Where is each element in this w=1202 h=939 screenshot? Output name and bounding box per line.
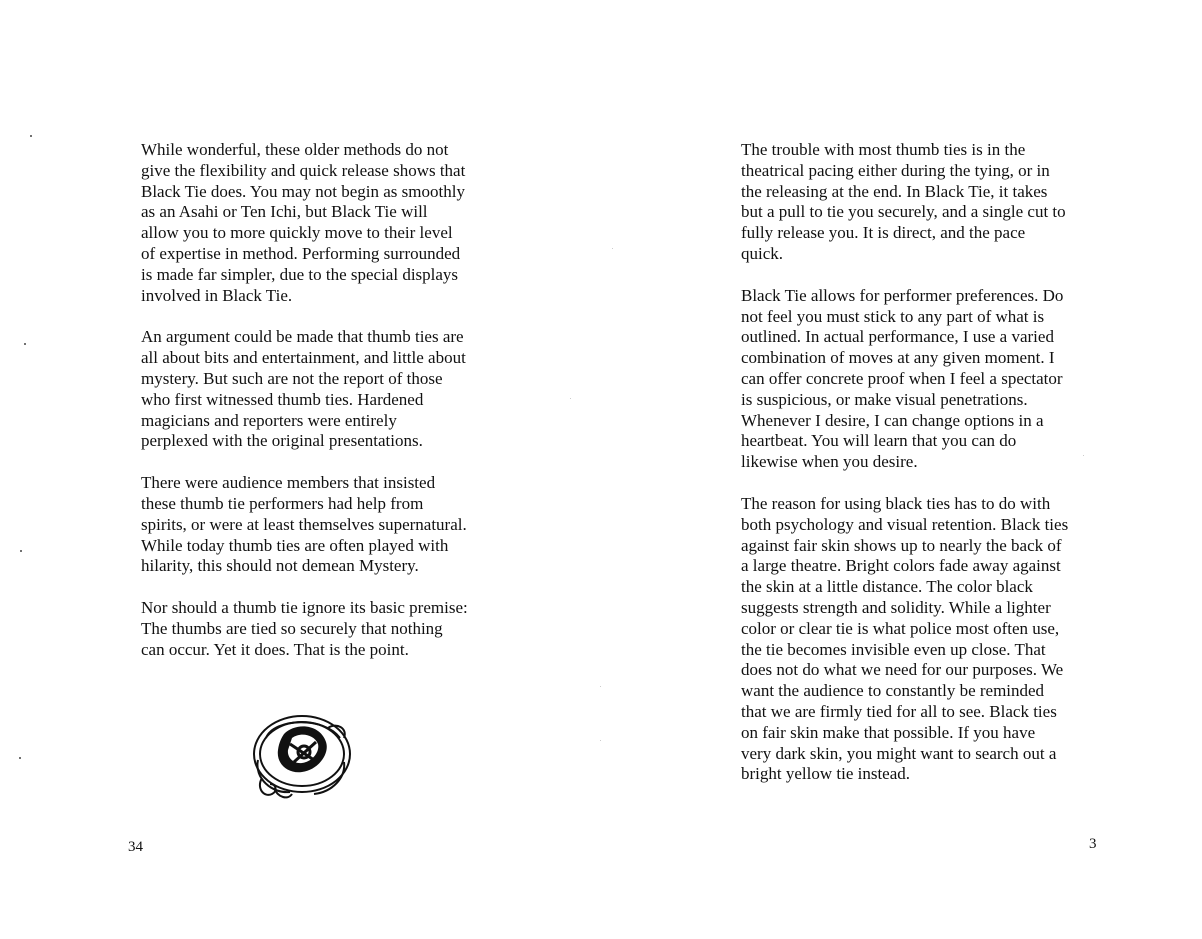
text-line: allow you to more quickly move to their level (141, 223, 453, 243)
text-line: color or clear tie is what police most often use, (741, 618, 1060, 638)
text-line: There were audience members that insisted (141, 473, 436, 493)
right-paragraph-2 (741, 286, 1101, 473)
text-line: against fair skin shows up to nearly the back of (741, 535, 1062, 555)
left-page-text (141, 140, 511, 682)
text-line: is suspicious, or make visual penetrations. (741, 389, 1028, 409)
text-line: give the flexibility and quick release shows that (141, 160, 466, 180)
right-paragraph-3 (741, 494, 1101, 785)
text-line: on fair skin make that possible. If you have (741, 722, 1036, 742)
scan-speck (600, 686, 601, 687)
text-line: bright yellow tie instead. (741, 764, 911, 784)
text-line: the tie becomes invisible even up close. That (741, 639, 1046, 659)
text-line: theatrical pacing either during the tying, or in (741, 160, 1050, 180)
text-line: likewise when you desire. (741, 452, 918, 472)
scan-speck (570, 398, 571, 399)
left-paragraph-2 (141, 327, 511, 452)
left-paragraph-4 (141, 598, 511, 660)
left-page-number: 34 (128, 839, 143, 855)
text-line: Whenever I desire, I can change options in a (741, 410, 1044, 430)
text-line: is made far simpler, due to the special displays (141, 264, 459, 284)
text-line: of expertise in method. Performing surrounded (141, 243, 461, 263)
text-line: outlined. In actual performance, I use a varied (741, 327, 1054, 347)
text-line: The reason for using black ties has to do with (741, 493, 1051, 513)
scan-speck (612, 248, 613, 249)
text-line: not feel you must stick to any part of what is (741, 306, 1045, 326)
text-line: The trouble with most thumb ties is in the (741, 140, 1026, 159)
text-line: who first witnessed thumb ties. Hardened (141, 389, 424, 409)
left-paragraph-1 (141, 140, 511, 306)
scan-speck (600, 740, 601, 741)
text-line: all about bits and entertainment, and little about (141, 348, 466, 368)
right-page-number: 3 (1089, 836, 1097, 852)
text-line: a large theatre. Bright colors fade away against (741, 556, 1061, 576)
left-paragraph-3 (141, 473, 511, 577)
text-line: The thumbs are tied so securely that nothing (141, 618, 443, 638)
text-line: as an Asahi or Ten Ichi, but Black Tie will (141, 202, 428, 222)
text-line: involved in Black Tie. (141, 285, 293, 305)
text-line: these thumb tie performers had help from (141, 493, 424, 513)
text-line: spirits, or were at least themselves supernatural. (141, 514, 467, 534)
text-line: but a pull to tie you securely, and a single cut to (741, 202, 1066, 222)
celtic-knot-ornament-icon (244, 708, 356, 804)
text-line: magicians and reporters were entirely (141, 410, 397, 430)
text-line: suggests strength and solidity. While a lighter (741, 597, 1051, 617)
text-line: hilarity, this should not demean Mystery. (141, 556, 419, 576)
text-line: fully release you. It is direct, and the pace (741, 223, 1026, 243)
text-line: does not do what we need for our purposes. We (741, 660, 1064, 680)
scan-speck (1083, 455, 1084, 456)
text-line: While today thumb ties are often played with (141, 535, 449, 555)
right-paragraph-1 (741, 140, 1101, 265)
text-line: combination of moves at any given moment. I (741, 348, 1055, 368)
text-line: quick. (741, 243, 784, 263)
text-line: heartbeat. You will learn that you can do (741, 431, 1017, 451)
text-line: the skin at a little distance. The color black (741, 577, 1033, 597)
text-line: the releasing at the end. In Black Tie, it takes (741, 181, 1048, 201)
text-line: can occur. Yet it does. That is the point. (141, 639, 409, 659)
text-line: can offer concrete proof when I feel a spectator (741, 368, 1063, 388)
text-line: An argument could be made that thumb ties are (141, 327, 464, 347)
right-page-text (741, 140, 1101, 806)
scan-speck (20, 550, 22, 552)
text-line: Nor should a thumb tie ignore its basic premise: (141, 598, 468, 618)
scan-speck (30, 135, 32, 137)
text-line: that we are firmly tied for all to see. Black ties (741, 701, 1057, 721)
text-line: mystery. But such are not the report of those (141, 368, 443, 388)
text-line: both psychology and visual retention. Black ties (741, 514, 1069, 534)
text-line: Black Tie allows for performer preferences. Do (741, 285, 1064, 305)
scan-speck (24, 343, 26, 345)
text-line: very dark skin, you might want to search out a (741, 743, 1057, 763)
text-line: want the audience to constantly be reminded (741, 681, 1045, 701)
text-line: Black Tie does. You may not begin as smoothly (141, 181, 465, 201)
scan-speck (19, 757, 21, 759)
text-line: perplexed with the original presentations. (141, 431, 423, 451)
text-line: While wonderful, these older methods do not (141, 140, 449, 159)
